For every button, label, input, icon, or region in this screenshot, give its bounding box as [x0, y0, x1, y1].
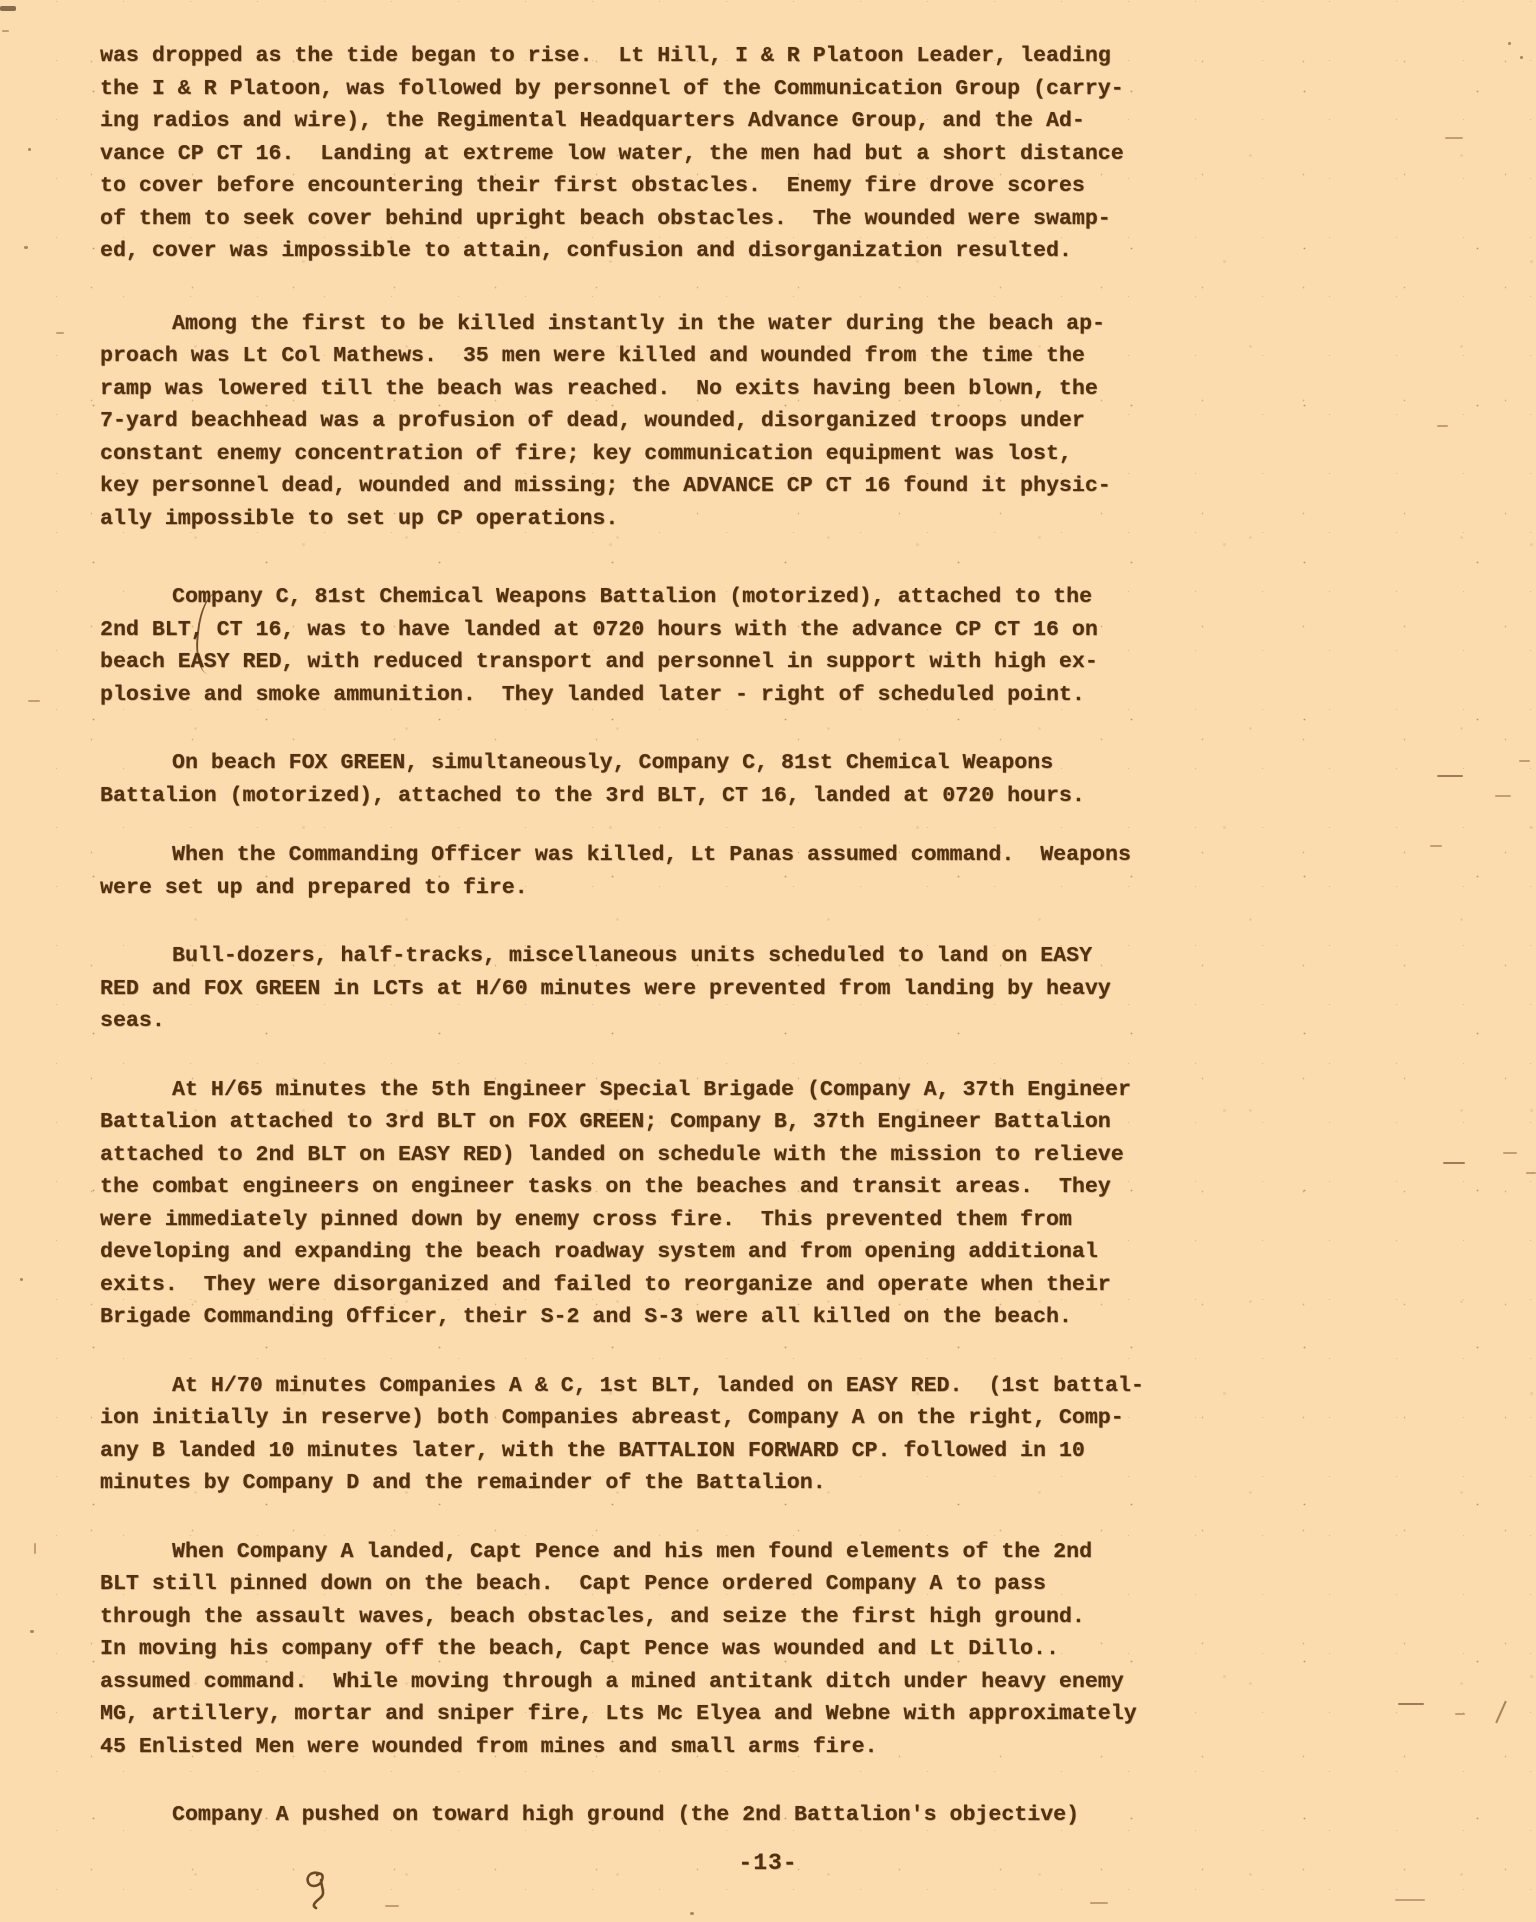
stray-mark — [30, 1630, 34, 1633]
text-line: At H/70 minutes Companies A & C, 1st BLT, landed on EASY RED. (1st battal- — [172, 1373, 1144, 1398]
text-line: ramp was lowered till the beach was reached. No exits having been blown, the — [100, 376, 1098, 401]
paragraph — [100, 940, 1496, 1038]
stray-mark — [34, 1543, 36, 1554]
stray-mark — [1398, 1703, 1424, 1705]
text-line: the combat engineers on engineer tasks on the beaches and transit areas. They — [100, 1175, 1111, 1199]
text-line: of them to seek cover behind upright beach obstacles. The wounded were swamp- — [100, 206, 1111, 231]
text-line: When Company A landed, Capt Pence and his men found elements of the 2nd — [172, 1539, 1093, 1564]
text-line: proach was Lt Col Mathews. 35 men were killed and wounded from the time the — [100, 344, 1085, 368]
paragraph — [100, 581, 1496, 711]
stray-mark — [1445, 137, 1463, 139]
stray-mark — [690, 1912, 694, 1915]
stray-mark — [1090, 1902, 1108, 1904]
stray-mark — [1495, 1701, 1507, 1724]
paragraph — [100, 1370, 1496, 1500]
text-line: plosive and smoke ammunition. They landed later - right of scheduled point. — [100, 682, 1085, 707]
stray-mark — [1443, 1162, 1465, 1164]
paragraph — [100, 1074, 1496, 1334]
text-line: ing radios and wire), the Regimental Headquarters Advance Group, and the Ad- — [100, 109, 1085, 133]
page-number: -13- — [738, 1850, 798, 1876]
stray-mark — [20, 1278, 23, 1281]
text-line: BLT still pinned down on the beach. Capt Pence ordered Company A to pass — [100, 1572, 1046, 1596]
text-line: MG, artillery, mortar and sniper fire, Lts Mc Elyea and Webne with approximately — [100, 1702, 1137, 1726]
paragraph — [100, 1536, 1496, 1764]
stray-mark — [1437, 775, 1463, 777]
stray-mark — [28, 700, 40, 702]
paragraph — [100, 839, 1496, 904]
text-line: 7-yard beachhead was a profusion of dead, wounded, disorganized troops under — [100, 409, 1085, 433]
stray-mark — [1455, 1713, 1465, 1715]
text-line: attached to 2nd BLT on EASY RED) landed on schedule with the mission to relieve — [100, 1142, 1124, 1167]
stray-mark — [1430, 845, 1442, 847]
text-line: through the assault waves, beach obstacles, and seize the first high ground. — [100, 1604, 1085, 1629]
text-line: Company A pushed on toward high ground (the 2nd Battalion's objective) — [172, 1803, 1080, 1827]
stray-mark — [0, 6, 16, 11]
stray-mark — [1495, 795, 1511, 797]
text-line: beach EASY RED, with reduced transport and personnel in support with high ex- — [100, 650, 1098, 674]
text-line: vance CP CT 16. Landing at extreme low water, the men had but a short distance — [100, 141, 1124, 166]
stray-mark — [2, 30, 9, 32]
stray-mark — [56, 332, 64, 334]
text-line: 2nd BLT, CT 16, was to have landed at 0720 hours with the advance CP CT 16 on — [100, 617, 1098, 642]
stray-mark — [385, 1905, 399, 1907]
paragraph — [100, 747, 1496, 812]
text-line: In moving his company off the beach, Capt Pence was wounded and Lt Dillo.. — [100, 1637, 1059, 1661]
text-line: 45 Enlisted Men were wounded from mines and small arms fire. — [100, 1734, 878, 1759]
text-line: the I & R Platoon, was followed by personnel of the Communication Group (carry- — [100, 76, 1124, 101]
stray-mark — [24, 246, 28, 249]
text-line: Among the first to be killed instantly in the water during the beach ap- — [172, 311, 1106, 336]
text-line: constant enemy concentration of fire; key communication equipment was lost, — [100, 441, 1072, 466]
stray-mark — [1526, 1172, 1536, 1174]
text-line: ed, cover was impossible to attain, confusion and disorganization resulted. — [100, 239, 1072, 263]
stray-mark — [1520, 56, 1523, 59]
stray-mark — [28, 148, 31, 151]
text-line: At H/65 minutes the 5th Engineer Special Brigade (Company A, 37th Engineer — [172, 1077, 1131, 1102]
stray-mark — [1503, 1152, 1517, 1154]
paragraph — [100, 1799, 1496, 1832]
document-body — [100, 40, 1496, 1832]
text-line: ally impossible to set up CP operations. — [100, 506, 619, 531]
text-line: On beach FOX GREEN, simultaneously, Company C, 81st Chemical Weapons — [172, 751, 1054, 775]
text-line: Battalion attached to 3rd BLT on FOX GREEN; Company B, 37th Engineer Battalion — [100, 1110, 1111, 1134]
text-line: minutes by Company D and the remainder of the Battalion. — [100, 1471, 826, 1495]
text-line: When the Commanding Officer was killed, Lt Panas assumed command. Weapons — [172, 843, 1131, 867]
text-line: to cover before encountering their first obstacles. Enemy fire drove scores — [100, 174, 1085, 198]
stray-mark — [1437, 425, 1448, 427]
text-line: Battalion (motorized), attached to the 3rd BLT, CT 16, landed at 0720 hours. — [100, 783, 1085, 808]
text-line: seas. — [100, 1009, 165, 1033]
text-line: developing and expanding the beach roadway system and from opening additional — [100, 1240, 1098, 1264]
text-line: Company C, 81st Chemical Weapons Battalion (motorized), attached to the — [172, 585, 1093, 609]
paragraph — [100, 40, 1496, 268]
text-line: ion initially in reserve) both Companies abreast, Company A on the right, Comp- — [100, 1406, 1124, 1430]
text-line: were immediately pinned down by enemy cross fire. This prevented them from — [100, 1207, 1072, 1232]
handwritten-squiggle-mark — [300, 1866, 334, 1912]
text-line: key personnel dead, wounded and missing; the ADVANCE CP CT 16 found it physic- — [100, 474, 1111, 498]
text-line: exits. They were disorganized and failed to reorganize and operate when their — [100, 1272, 1111, 1297]
paragraph — [100, 308, 1496, 536]
text-line: RED and FOX GREEN in LCTs at H/60 minutes were prevented from landing by heavy — [100, 976, 1111, 1001]
stray-mark — [1519, 760, 1530, 762]
text-line: were set up and prepared to fire. — [100, 875, 528, 900]
text-line: assumed command. While moving through a mined antitank ditch under heavy enemy — [100, 1669, 1124, 1694]
text-line: any B landed 10 minutes later, with the BATTALION FORWARD CP. followed in 10 — [100, 1438, 1085, 1463]
stray-mark — [1395, 1899, 1425, 1901]
text-line: Bull-dozers, half-tracks, miscellaneous units scheduled to land on EASY — [172, 944, 1093, 968]
text-line: was dropped as the tide began to rise. Lt Hill, I & R Platoon Leader, leading — [100, 44, 1111, 68]
stray-mark — [1508, 42, 1511, 45]
text-line: Brigade Commanding Officer, their S-2 and S-3 were all killed on the beach. — [100, 1305, 1072, 1329]
